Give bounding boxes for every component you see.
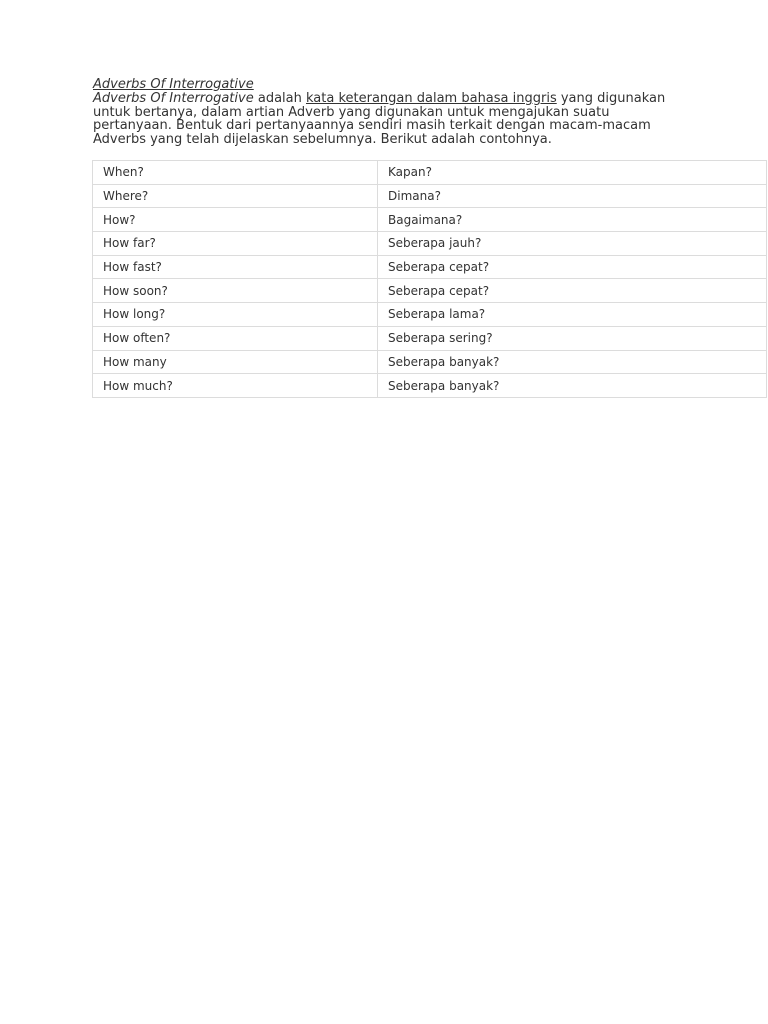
kata-keterangan-link[interactable]: kata keterangan dalam bahasa inggris [306,91,557,106]
indonesian-cell: Seberapa banyak? [378,350,767,374]
english-cell: How? [93,208,378,232]
table-row [93,374,767,398]
table-row [93,208,767,232]
indonesian-cell: Seberapa cepat? [378,255,767,279]
table-row [93,232,767,256]
indonesian-cell: Seberapa cepat? [378,279,767,303]
indonesian-cell: Bagaimana? [378,208,767,232]
table-row [93,255,767,279]
english-cell: How fast? [93,255,378,279]
english-cell: How soon? [93,279,378,303]
english-cell: How long? [93,303,378,327]
table-row [93,326,767,350]
table-row [93,350,767,374]
english-cell: How many [93,350,378,374]
term-adverbs-of-interrogative: Adverbs Of Interrogative [93,91,254,106]
document-body [93,77,768,146]
table-row [93,184,767,208]
indonesian-cell: Kapan? [378,161,767,185]
table-row [93,279,767,303]
indonesian-cell: Seberapa lama? [378,303,767,327]
intro-paragraph [93,92,683,146]
section-heading: Adverbs Of Interrogative [93,77,254,92]
english-cell: How often? [93,326,378,350]
indonesian-cell: Seberapa banyak? [378,374,767,398]
indonesian-cell: Seberapa jauh? [378,232,767,256]
adverbs-table [92,160,767,398]
english-cell: Where? [93,184,378,208]
english-cell: When? [93,161,378,185]
paragraph-text-after-link: yang digunakan untuk bertanya, dalam artian Adverb yang digunakan untuk mengajukan suatu pertanyaan. Bentuk dari pertanyaannya sendiri masih terkait dengan macam-macam Adverbs yang telah dijelaskan sebelumnya. Berikut adalah contohnya. [93,91,666,147]
indonesian-cell: Seberapa sering? [378,326,767,350]
table-row [93,303,767,327]
table-row [93,161,767,185]
english-cell: How much? [93,374,378,398]
paragraph-text-before-link: adalah [253,91,306,106]
english-cell: How far? [93,232,378,256]
indonesian-cell: Dimana? [378,184,767,208]
